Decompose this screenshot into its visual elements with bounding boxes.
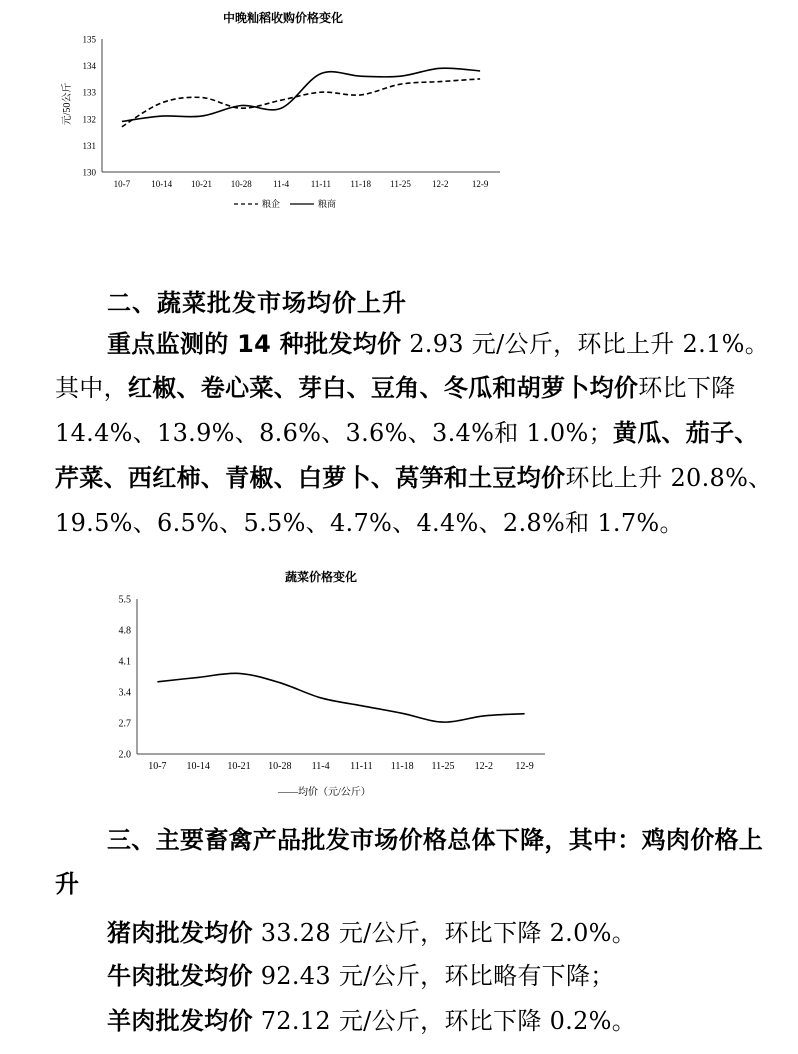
bold-text: 羊肉批发均价	[107, 1007, 253, 1035]
x-tick-label: 11-25	[431, 761, 455, 772]
y-tick-label: 4.1	[118, 656, 131, 668]
x-tick-label: 10-28	[230, 179, 252, 189]
x-tick-label: 12-2	[474, 761, 493, 772]
legend-label: ——均价（元/公斤）	[278, 787, 371, 798]
rice-price-chart	[50, 0, 520, 215]
mutton-price-line	[107, 1001, 636, 1036]
pork-price-line	[107, 913, 636, 948]
x-tick-label: 10-21	[227, 761, 251, 772]
bold-text: 重点监测的 14 种批发均价	[107, 330, 402, 358]
bold-text: 黄瓜、茄子、芹菜、西红柿、青椒、白萝卜、莴笋和土豆均价	[55, 419, 759, 492]
body-text: 92.43 元/公斤，环比略有下降；	[252, 962, 615, 990]
y-axis-label: 元/50公斤	[62, 82, 73, 126]
y-tick-label: 131	[82, 140, 96, 151]
x-tick-label: 11-11	[310, 179, 332, 189]
y-tick-label: 132	[82, 114, 96, 125]
body-text: 72.12 元/公斤，环比下降 0.2%。	[252, 1007, 637, 1035]
beef-price-line	[107, 956, 615, 991]
series-line	[122, 79, 480, 127]
body-text: 其中，	[55, 374, 128, 402]
bold-text: 红椒、卷心菜、芽白、豆角、冬瓜和胡萝卜均价	[127, 374, 639, 402]
x-tick-label: 11-4	[311, 761, 330, 772]
chart-title: 蔬菜价格变化	[284, 570, 358, 584]
y-tick-label: 2.7	[118, 718, 131, 730]
y-tick-label: 135	[82, 34, 96, 45]
y-tick-label: 3.4	[118, 687, 131, 699]
y-tick-label: 134	[82, 61, 96, 72]
x-tick-label: 10-14	[186, 761, 210, 772]
chart-title: 中晚籼稻收购价格变化	[222, 11, 344, 25]
paragraph-vegetables-1	[55, 322, 775, 367]
y-tick-label: 2.0	[118, 749, 131, 761]
bold-text: 猪肉批发均价	[107, 919, 253, 947]
x-tick-label: 10-21	[191, 179, 212, 189]
x-tick-label: 10-14	[151, 179, 173, 189]
body-text: 环比下降 14.4%、13.9%、8.6%、3.6%、3.4%和 1.0%；	[55, 374, 736, 447]
x-tick-label: 11-4	[273, 179, 290, 189]
x-tick-label: 11-18	[390, 761, 414, 772]
legend-label: 粮商	[318, 199, 337, 209]
y-tick-label: 4.8	[118, 625, 131, 637]
x-tick-label: 11-25	[390, 179, 411, 189]
x-tick-label: 12-2	[432, 179, 449, 189]
x-tick-label: 10-7	[148, 761, 167, 772]
x-tick-label: 10-28	[268, 761, 292, 772]
legend	[234, 198, 336, 209]
x-tick-label: 12-9	[471, 179, 489, 189]
series-line	[157, 673, 524, 722]
bold-text: 牛肉批发均价	[107, 962, 253, 990]
paragraph-vegetables-2	[55, 366, 775, 546]
x-tick-label: 11-18	[350, 179, 372, 189]
y-tick-label: 130	[82, 167, 96, 178]
y-tick-label: 133	[82, 87, 96, 98]
body-text: 33.28 元/公斤，环比下降 2.0%。	[252, 919, 637, 947]
body-text: 2.93 元/公斤，环比上升 2.1%。	[401, 330, 769, 358]
legend-label: 粮企	[262, 199, 281, 209]
x-tick-label: 11-11	[350, 761, 373, 772]
vegetable-price-chart	[90, 560, 560, 805]
x-tick-label: 12-9	[515, 761, 534, 772]
section-heading-livestock: 三、主要畜禽产品批发市场价格总体下降，其中：鸡肉价格上升	[55, 826, 764, 898]
body-text: 环比上升 20.8%、19.5%、6.5%、5.5%、4.7%、4.4%、2.8%和 1.7%。	[55, 464, 773, 537]
series-line	[122, 68, 480, 121]
section-heading-vegetables: 二、蔬菜批发市场均价上升	[107, 289, 407, 317]
y-tick-label: 5.5	[118, 594, 131, 606]
x-tick-label: 10-7	[113, 179, 131, 189]
